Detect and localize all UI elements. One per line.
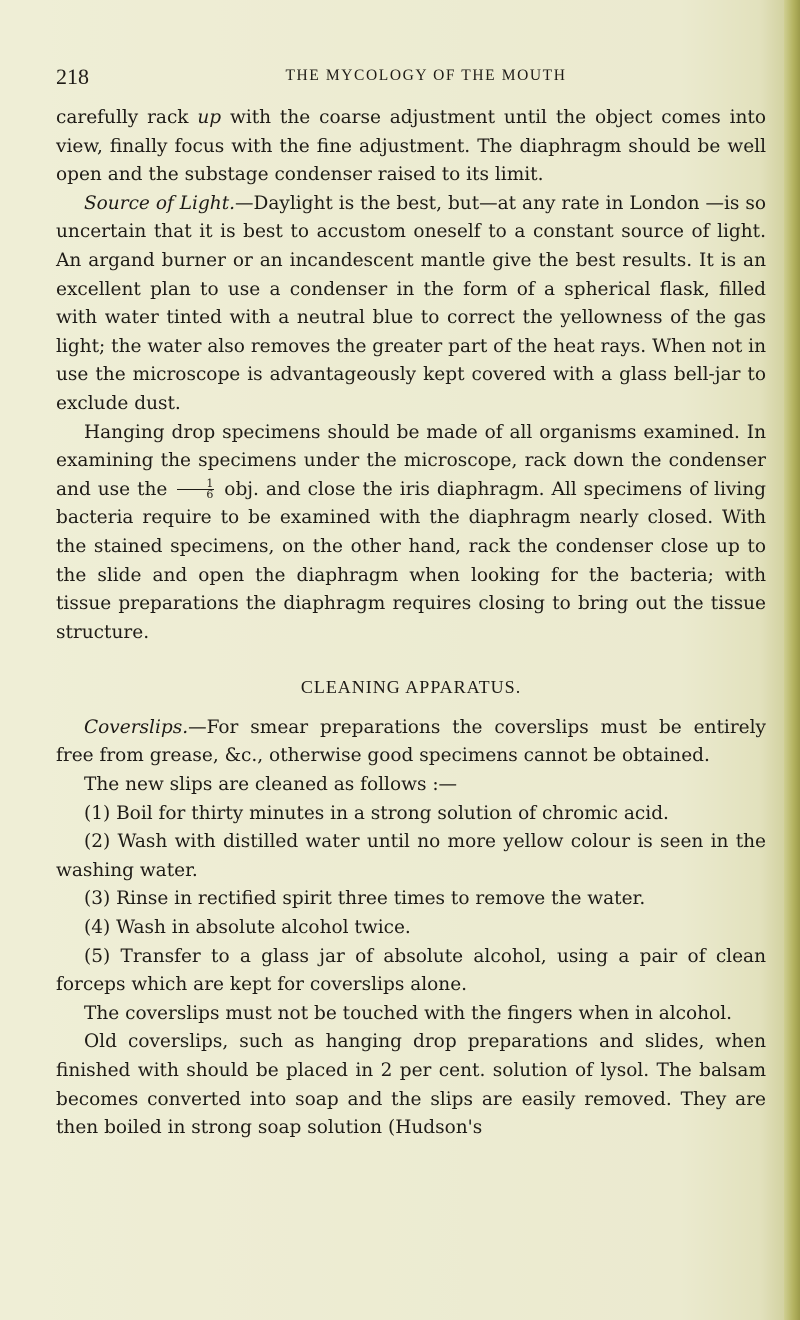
step-3: (3) Rinse in rectified spirit three times to remove the water.: [84, 888, 646, 910]
coverslips-text: —For smear preparations the coverslips must be entirely free from grease, &c., otherwise good specimens cannot be obtained.: [56, 716, 766, 767]
step-5: (5) Transfer to a glass jar of absolute alcohol, using a pair of clean forceps which are kept for coverslips alone.: [56, 945, 766, 996]
p1-text: carefully rack up with the coarse adjustment until the object comes into view, finally focus with the fine adjustment. The diaphragm should be well open and the substage condenser raised to its limit.: [56, 107, 767, 186]
fraction-denominator: 6: [206, 488, 214, 502]
paragraph-fingers: The coverslips must not be touched with the fingers when in alcohol.: [84, 1002, 733, 1024]
paragraph-hanging-drop: [56, 419, 766, 648]
running-head: [56, 64, 756, 94]
step-2: (2) Wash with distilled water until no more yellow colour is seen in the washing water.: [56, 831, 766, 881]
coverslips-lead: Coverslips.: [84, 716, 189, 738]
hanging-drop-text-b: obj. and close the iris diaphragm. All specimens of living bacteria require to be examined with the diaphragm nearly closed. With the stained specimens, on the other hand, rack the condenser close up to the slide and open the diaphragm when looking for the bacteria; with tissue preparations the diaphragm requires closing to bring out the tissue structure.: [56, 478, 766, 643]
source-of-light-text: —Daylight is the best, but—at any rate in London —is so uncertain that it is best to accustom oneself to a constant source of light. An argand burner or an incandescent mantle give the best results. It is an excellent plan to use a condenser in the form of a spherical flask, filled with water tinted with a neutral blue to correct the yellowness of the gas light; the water also removes the greater part of the heat rays. When not in use the microscope is advantageously kept covered with a glass bell-jar to exclude dust.: [56, 192, 766, 414]
body-text: [56, 104, 766, 1143]
paragraph-source-of-light: [56, 190, 766, 419]
paragraph-new-slips: The new slips are cleaned as follows :—: [84, 774, 458, 796]
paragraph-coverslips: [56, 714, 766, 771]
fraction-one-sixth: [177, 479, 214, 500]
page-edge: [784, 0, 800, 1320]
step-4: (4) Wash in absolute alcohol twice.: [84, 917, 411, 939]
source-of-light-lead: Source of Light.: [84, 192, 236, 214]
hanging-drop-text-a: Hanging drop specimens should be made of all organisms examined. In examining the specimens under the microscope, rack down the condenser and use the: [56, 421, 766, 500]
emphasis-up: up: [197, 107, 222, 128]
running-title: THE MYCOLOGY OF THE MOUTH: [285, 67, 567, 84]
paragraph-old-coverslips: Old coverslips, such as hanging drop preparations and slides, when finished with should be placed in 2 per cent. solution of lysol. The balsam becomes converted into soap and the slips are easily removed. They are then boiled in strong soap solution (Hudson's: [56, 1031, 766, 1139]
section-heading: CLEANING APPARATUS.: [300, 677, 522, 698]
page-number: 218: [56, 64, 89, 89]
step-1: (1) Boil for thirty minutes in a strong solution of chromic acid.: [84, 802, 669, 824]
paragraph-1: [56, 104, 766, 190]
fraction-numerator: 1: [177, 479, 214, 490]
